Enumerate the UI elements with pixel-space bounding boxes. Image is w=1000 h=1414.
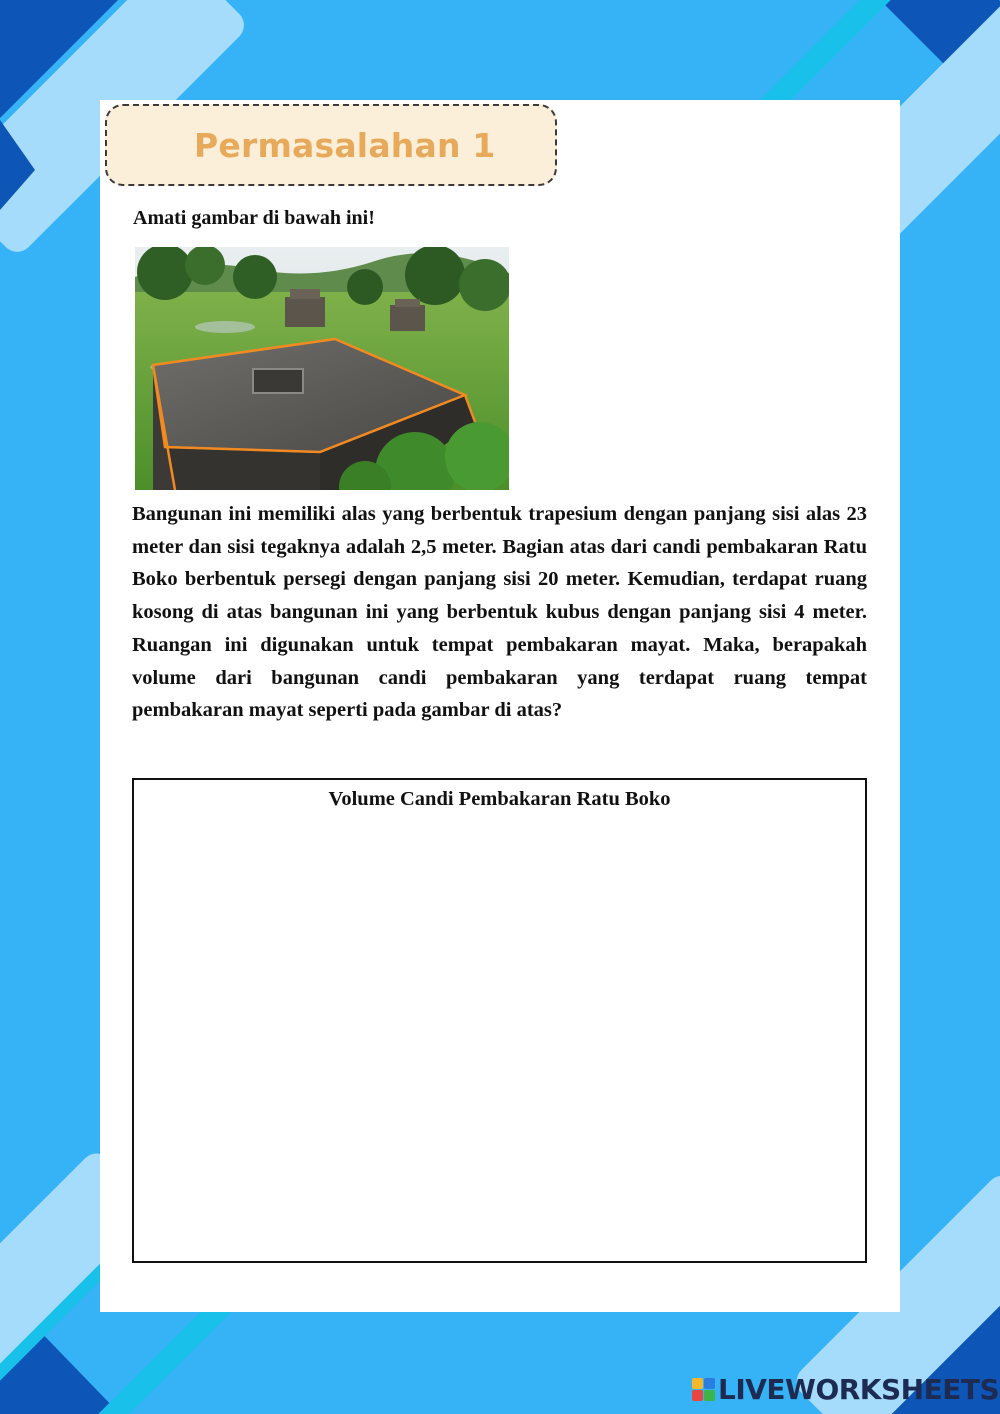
temple-photo [135,247,509,490]
answer-box[interactable] [132,778,867,1263]
liveworksheets-logo [692,1372,999,1406]
logo-icon [692,1378,715,1401]
instruction-text: Amati gambar di bawah ini! [133,207,375,229]
title-banner [105,104,557,186]
answer-box-title: Volume Candi Pembakaran Ratu Boko [328,788,671,810]
logo-text: LIVEWORKSHEETS [718,1372,1000,1406]
page-title: Permasalahan 1 [194,125,496,165]
problem-statement: Bangunan ini memiliki alas yang berbentuk trapesium dengan panjang sisi alas 23 meter dan sisi tegaknya adalah 2,5 meter. Bagian atas dari candi pembakaran Ratu Boko berbentuk persegi dengan panjang sisi 20 meter. Kemudian, terdapat ruang kosong di atas bangunan ini yang berbentuk kubus dengan panjang sisi 4 meter. Ruangan ini digunakan untuk tempat pembakaran mayat. Maka, berapakah volume dari bangunan candi pembakaran yang terdapat ruang tempat pembakaran mayat seperti pada gambar di atas? [132,503,867,722]
